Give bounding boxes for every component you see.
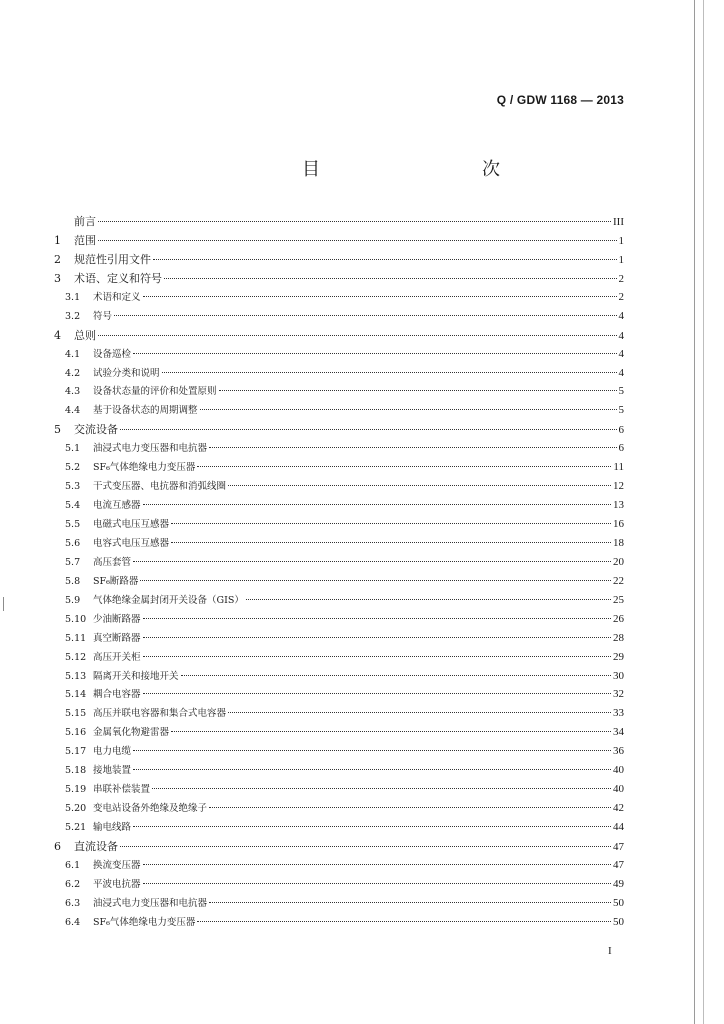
toc-dot-leader [98,240,617,241]
toc-dot-leader [133,353,616,354]
toc-entry-label: 高压开关柜 [93,651,141,663]
toc-entry-label: 直流设备 [74,839,118,853]
toc-entry-number: 5.21 [65,822,87,833]
toc-entry-number: 6.1 [65,859,81,871]
toc-dot-leader [143,864,611,865]
toc-entry[interactable] [54,402,624,421]
toc-entry-number: 5.10 [65,613,87,625]
toc-entry-label: 基于设备状态的周期调整 [93,405,198,417]
toc-entry[interactable] [54,573,624,592]
toc-entry-page: 12 [613,480,624,493]
toc-entry-number: 5.17 [65,746,87,758]
toc-entry-label: 干式变压器、电抗器和消弧线圈 [93,481,227,493]
toc-entry-label: 术语、定义和符号 [74,271,162,285]
toc-entry-label: 范围 [74,233,96,247]
toc-dot-leader [133,561,611,562]
toc-entry-label: 耦合电容器 [93,689,141,701]
toc-entry[interactable] [54,857,624,876]
toc-entry[interactable] [54,346,624,365]
toc-entry-page: 11 [613,461,624,474]
toc-entry[interactable] [54,649,624,668]
toc-entry-label: 气体绝缘金属封闭开关设备（GIS） [93,594,244,606]
toc-dot-leader [197,466,611,467]
toc-entry-label: 少油断路器 [93,613,141,625]
toc-entry-label: 接地装置 [93,765,132,777]
toc-entry[interactable] [54,554,624,573]
toc-entry-number: 4.1 [65,348,81,360]
toc-entry-page: 18 [613,536,624,549]
toc-entry-page: 22 [613,574,624,587]
toc-entry-page: 34 [613,726,624,739]
toc-entry-number: 5.5 [65,519,81,530]
toc-entry-number: 5 [54,423,61,437]
toc-title: 目 次 [302,159,542,180]
toc-entry[interactable] [54,232,624,251]
toc-dot-leader [209,902,611,903]
toc-entry-page: 40 [613,764,624,777]
toc-entry-label: SF₆气体绝缘电力变压器 [93,462,196,474]
table-of-contents [54,213,624,933]
toc-entry-number: 5.12 [65,651,87,663]
toc-entry-label: 设备巡检 [93,348,132,360]
toc-dot-leader [152,788,611,789]
toc-entry[interactable] [54,213,624,232]
toc-entry-number: 6 [54,839,61,853]
toc-entry-label: 高压套管 [93,556,132,568]
toc-entry[interactable] [54,289,624,308]
toc-entry-number: 5.13 [65,670,87,682]
toc-dot-leader [143,618,611,619]
toc-entry[interactable] [54,876,624,895]
toc-dot-leader [171,542,611,543]
toc-entry-page: 42 [613,802,624,815]
toc-entry-label: 电流互感器 [93,500,141,512]
toc-entry-label: SF₆气体绝缘电力变压器 [93,916,196,928]
toc-entry-page: 4 [618,366,624,379]
toc-dot-leader [228,712,611,713]
toc-entry-page: 5 [618,404,624,417]
toc-entry[interactable] [54,668,624,687]
toc-dot-leader [133,826,611,827]
toc-entry-label: 设备状态量的评价和处置原则 [93,386,217,398]
toc-entry-number: 3.2 [65,310,81,322]
toc-entry-label: 变电站设备外绝缘及绝缘子 [93,803,208,815]
toc-dot-leader [143,693,611,694]
toc-dot-leader [209,447,616,448]
toc-entry[interactable] [54,421,624,440]
toc-entry-page: 4 [618,309,624,322]
toc-entry-number: 5.4 [65,500,81,512]
toc-dot-leader [143,296,617,297]
toc-entry-number: 5.1 [65,443,81,455]
toc-dot-leader [120,846,611,847]
toc-dot-leader [219,390,617,391]
toc-entry[interactable] [54,459,624,478]
scan-edge-line [694,0,695,1024]
toc-dot-leader [120,429,617,430]
toc-entry-page: 30 [613,669,624,682]
toc-entry-page: 4 [618,329,624,342]
toc-entry-label: 交流设备 [74,423,118,437]
toc-entry-label: 前言 [74,215,96,228]
toc-entry-number: 6.2 [65,878,81,890]
toc-entry[interactable] [54,819,624,838]
toc-entry[interactable] [54,365,624,384]
toc-entry[interactable] [54,630,624,649]
toc-entry-page: 25 [613,593,624,606]
toc-dot-leader [133,750,611,751]
toc-entry-page: 5 [618,385,624,398]
toc-entry-label: 符号 [93,310,113,322]
toc-entry-number: 5.8 [65,575,81,587]
toc-entry-label: 高压并联电容器和集合式电容器 [93,708,227,720]
toc-entry-page: 40 [613,783,624,796]
toc-entry[interactable] [54,478,624,497]
toc-entry[interactable] [54,838,624,857]
toc-entry-number: 4.4 [65,405,81,417]
toc-entry-page: 47 [613,858,624,871]
toc-entry-label: 平波电抗器 [93,878,141,890]
toc-entry[interactable] [54,762,624,781]
toc-entry-page: 6 [618,424,624,437]
toc-dot-leader [171,731,611,732]
toc-entry-number: 5.11 [65,632,87,644]
toc-entry-number: 5.20 [65,803,87,815]
toc-entry-page: 26 [613,612,624,625]
toc-entry-page: 1 [618,234,624,247]
toc-entry-page: 13 [613,499,624,512]
toc-entry-page: III [613,216,624,228]
toc-entry-number: 5.14 [65,689,87,701]
toc-entry-number: 5.16 [65,727,87,739]
toc-entry-page: 33 [613,707,624,720]
toc-dot-leader [143,504,611,505]
toc-entry[interactable] [54,497,624,516]
toc-entry-number: 3.1 [65,291,81,303]
toc-dot-leader [171,523,611,524]
toc-entry[interactable] [54,781,624,800]
toc-entry-page: 28 [613,631,624,644]
toc-dot-leader [114,315,616,316]
toc-entry-label: 换流变压器 [93,859,141,871]
toc-entry[interactable] [54,535,624,554]
toc-entry-page: 4 [618,347,624,360]
toc-entry-number: 5.18 [65,765,87,777]
toc-entry-page: 50 [613,896,624,909]
toc-entry-page: 29 [613,650,624,663]
toc-dot-leader [246,599,611,600]
toc-dot-leader [98,335,617,336]
toc-entry-number: 1 [54,233,61,247]
toc-entry-label: 金属氧化物避雷器 [93,727,170,739]
toc-entry-number: 4.3 [65,386,81,398]
toc-entry-number: 5.3 [65,481,81,493]
toc-entry-page: 50 [613,915,624,928]
toc-entry[interactable] [54,251,624,270]
toc-entry-number: 3 [54,271,61,285]
toc-entry-label: 术语和定义 [93,291,141,303]
toc-entry[interactable] [54,800,624,819]
toc-entry-label: 试验分类和说明 [93,367,160,379]
toc-entry-number: 5.15 [65,708,87,720]
toc-entry-label: 电力电缆 [93,746,132,758]
toc-entry-label: 输电线路 [93,822,132,833]
toc-entry-number: 5.7 [65,556,81,568]
toc-entry[interactable] [54,440,624,459]
toc-entry-label: SF₆断路器 [93,575,139,587]
toc-dot-leader [181,675,611,676]
scan-mark [3,597,4,611]
toc-dot-leader [133,769,611,770]
toc-entry-page: 20 [613,555,624,568]
toc-entry-label: 总则 [74,328,96,342]
toc-dot-leader [143,637,611,638]
toc-entry-page: 36 [613,745,624,758]
toc-entry-label: 电磁式电压互感器 [93,519,170,530]
toc-entry-number: 2 [54,252,61,266]
toc-entry-number: 5.19 [65,784,87,796]
toc-entry-page: 16 [613,518,624,530]
toc-entry[interactable] [54,383,624,402]
toc-entry[interactable] [54,516,624,535]
toc-entry[interactable] [54,308,624,327]
toc-entry-number: 4.2 [65,367,81,379]
toc-entry-label: 真空断路器 [93,632,141,644]
toc-entry-page: 2 [618,290,624,303]
toc-entry-number: 6.4 [65,916,81,928]
toc-dot-leader [228,485,611,486]
document-code: Q / GDW 1168 — 2013 [496,93,624,107]
toc-entry[interactable] [54,270,624,289]
toc-entry-label: 油浸式电力变压器和电抗器 [93,443,208,455]
toc-entry[interactable] [54,914,624,933]
toc-entry-page: 6 [618,442,624,455]
toc-entry-label: 串联补偿装置 [93,784,151,796]
toc-entry-label: 隔离开关和接地开关 [93,670,179,682]
toc-entry-page: 47 [613,840,624,853]
toc-dot-leader [200,409,617,410]
toc-entry[interactable] [54,724,624,743]
toc-entry-page: 44 [613,821,624,833]
toc-entry-page: 1 [618,253,624,266]
toc-entry-page: 49 [613,877,624,890]
toc-entry-label: 油浸式电力变压器和电抗器 [93,897,208,909]
page-number: I [608,945,612,957]
toc-dot-leader [153,259,617,260]
toc-entry[interactable] [54,592,624,611]
toc-dot-leader [98,221,611,222]
toc-entry[interactable] [54,705,624,724]
toc-dot-leader [140,580,611,581]
toc-entry[interactable] [54,611,624,630]
toc-dot-leader [143,656,611,657]
scan-edge-line [703,0,704,1024]
toc-entry[interactable] [54,895,624,914]
toc-entry[interactable] [54,686,624,705]
toc-entry[interactable] [54,327,624,346]
toc-entry-number: 5.9 [65,594,81,606]
toc-entry-label: 电容式电压互感器 [93,537,170,549]
toc-entry-number: 6.3 [65,897,81,909]
toc-entry-number: 4 [54,328,61,342]
toc-entry-number: 5.6 [65,537,81,549]
toc-dot-leader [162,372,617,373]
toc-entry-number: 5.2 [65,462,81,474]
toc-dot-leader [197,921,611,922]
toc-dot-leader [143,883,611,884]
toc-dot-leader [209,807,611,808]
toc-dot-leader [164,278,617,279]
toc-entry[interactable] [54,743,624,762]
toc-entry-page: 2 [618,272,624,285]
toc-entry-label: 规范性引用文件 [74,252,151,266]
toc-entry-page: 32 [613,688,624,701]
